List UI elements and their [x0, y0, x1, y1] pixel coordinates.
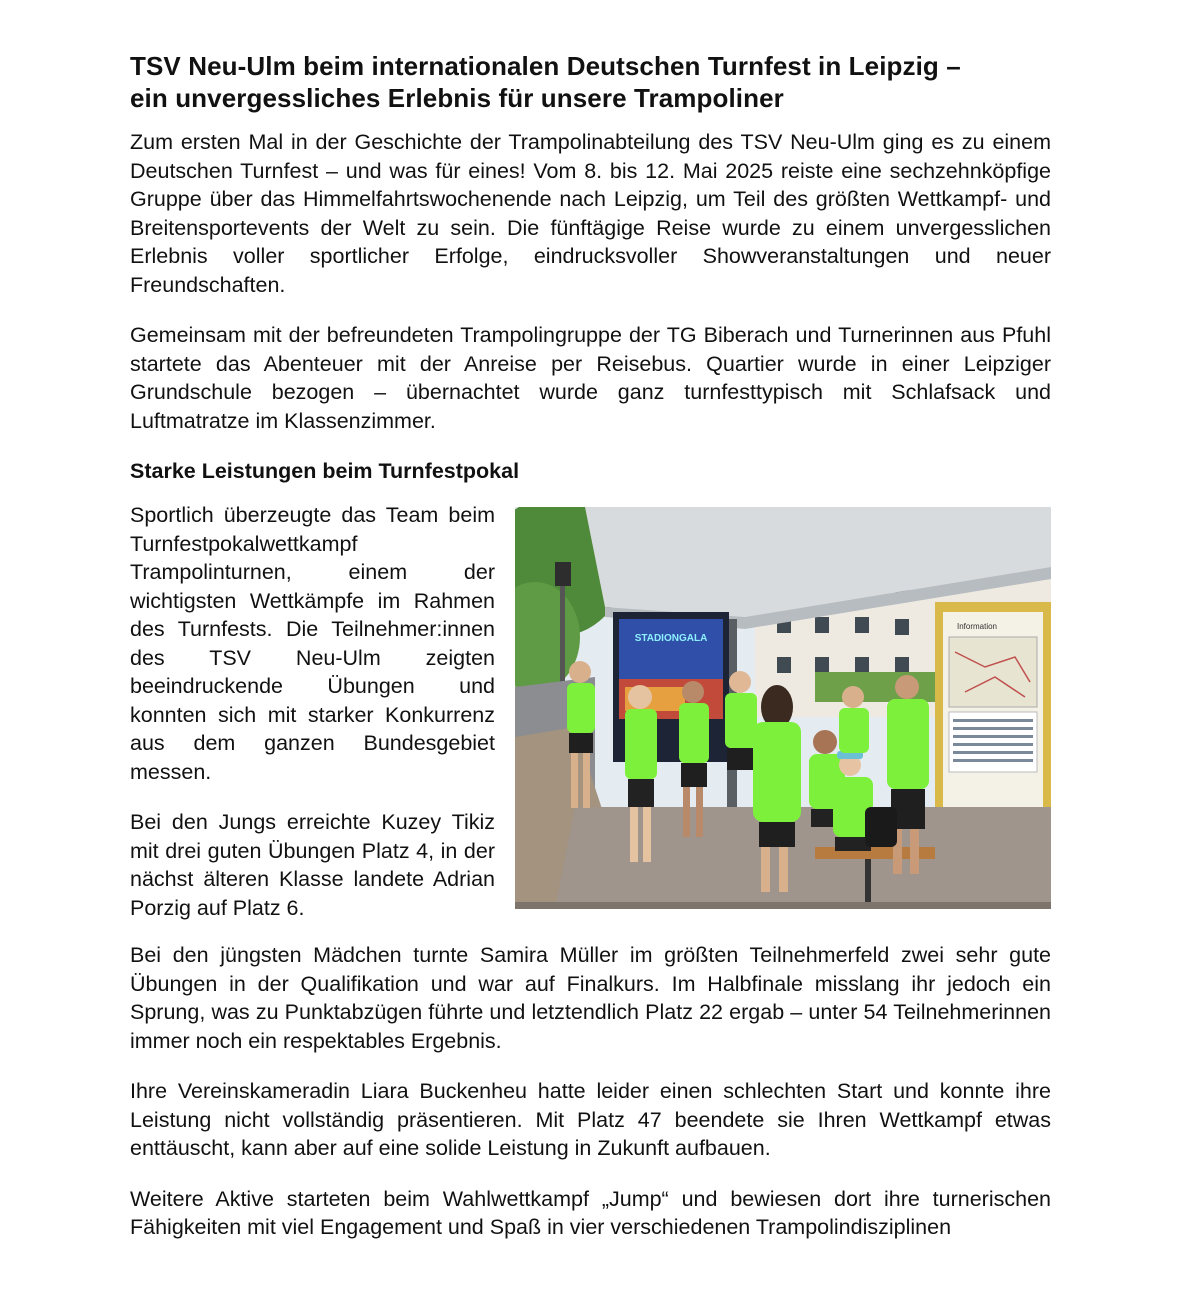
title-line-2: ein unvergessliches Erlebnis für unsere Trampoliner [130, 83, 784, 113]
travel-paragraph: Gemeinsam mit der befreundeten Trampolingruppe der TG Biberach und Turnerinnen aus Pfuhl startete das Abenteuer mit der Anreise per Reisebus. Quartier wurde in einer Leipziger Grundschule bezogen – übernachtet wurde ganz turnfesttypisch mit Schlafsack und Luftmatratze im Klassenzimmer. [130, 323, 1051, 433]
left-column [130, 501, 495, 922]
article [130, 50, 1051, 1242]
text-with-photo [130, 501, 1051, 920]
article-title [130, 50, 1051, 114]
title-line-1: TSV Neu-Ulm beim internationalen Deutschen Turnfest in Leipzig – [130, 51, 961, 81]
team-paragraph: Sportlich überzeugte das Team beim Turnfestpokalwettkampf Trampolinturnen, einem der wichtigsten Wettkämpfe im Rahmen des Turnfests. Die Teilnehmer:innen des TSV Neu-Ulm zeigten beeindruckende Übungen und konnten sich mit starker Konkurrenz aus dem ganzen Bundesgebiet messen. [130, 503, 495, 784]
section-heading: Starke Leistungen beim Turnfestpokal [130, 459, 520, 483]
intro-paragraph: Zum ersten Mal in der Geschichte der Trampolinabteilung des TSV Neu-Ulm ging es zu einem Deutschen Turnfest – und was für eines! Vom 8. bis 12. Mai 2025 reiste eine sechzehnköpfige Gruppe über das Himmelfahrtswochenende nach Leipzig, um Teil des größten Wettkampf- und Breitensportevents der Welt zu sein. Die fünftägige Reise wurde zu einem unvergesslichen Erlebnis voller sportlicher Erfolge, eindrucksvoller Showveranstaltungen und neuer Freundschaften. [130, 130, 1051, 297]
group-photo [515, 507, 1051, 909]
poster-text: STADIONGALA [634, 633, 708, 644]
liara-paragraph: Ihre Vereinskameradin Liara Buckenheu hatte leider einen schlechten Start und konnte ihre Leistung nicht vollständig präsentieren. Mit Platz 47 beendete sie Ihren Wettkampf etwas enttäuscht, kann aber auf eine solide Leistung in Zukunft aufbauen. [130, 1079, 1051, 1160]
girls-results-paragraph: Bei den jüngsten Mädchen turnte Samira Müller im größten Teilnehmerfeld zwei sehr gute Übungen in der Qualifikation und war auf Finalkurs. Im Halbfinale misslang ihr jedoch ein Sprung, was zu Punktabzügen führte und letztendlich Platz 22 ergab – unter 54 Teilnehmerinnen immer noch ein respektables Ergebnis. [130, 943, 1051, 1053]
jump-paragraph: Weitere Aktive starteten beim Wahlwettkampf „Jump“ und bewiesen dort ihre turnerischen Fähigkeiten mit viel Engagement und Spaß in vier verschiedenen Trampolindisziplinen [130, 1186, 1051, 1239]
info-board-text: Information [956, 622, 998, 631]
boys-results-paragraph: Bei den Jungs erreichte Kuzey Tikiz mit drei guten Übungen Platz 4, in der nächst älteren Klasse landete Adrian Porzig auf Platz 6. [130, 810, 495, 920]
